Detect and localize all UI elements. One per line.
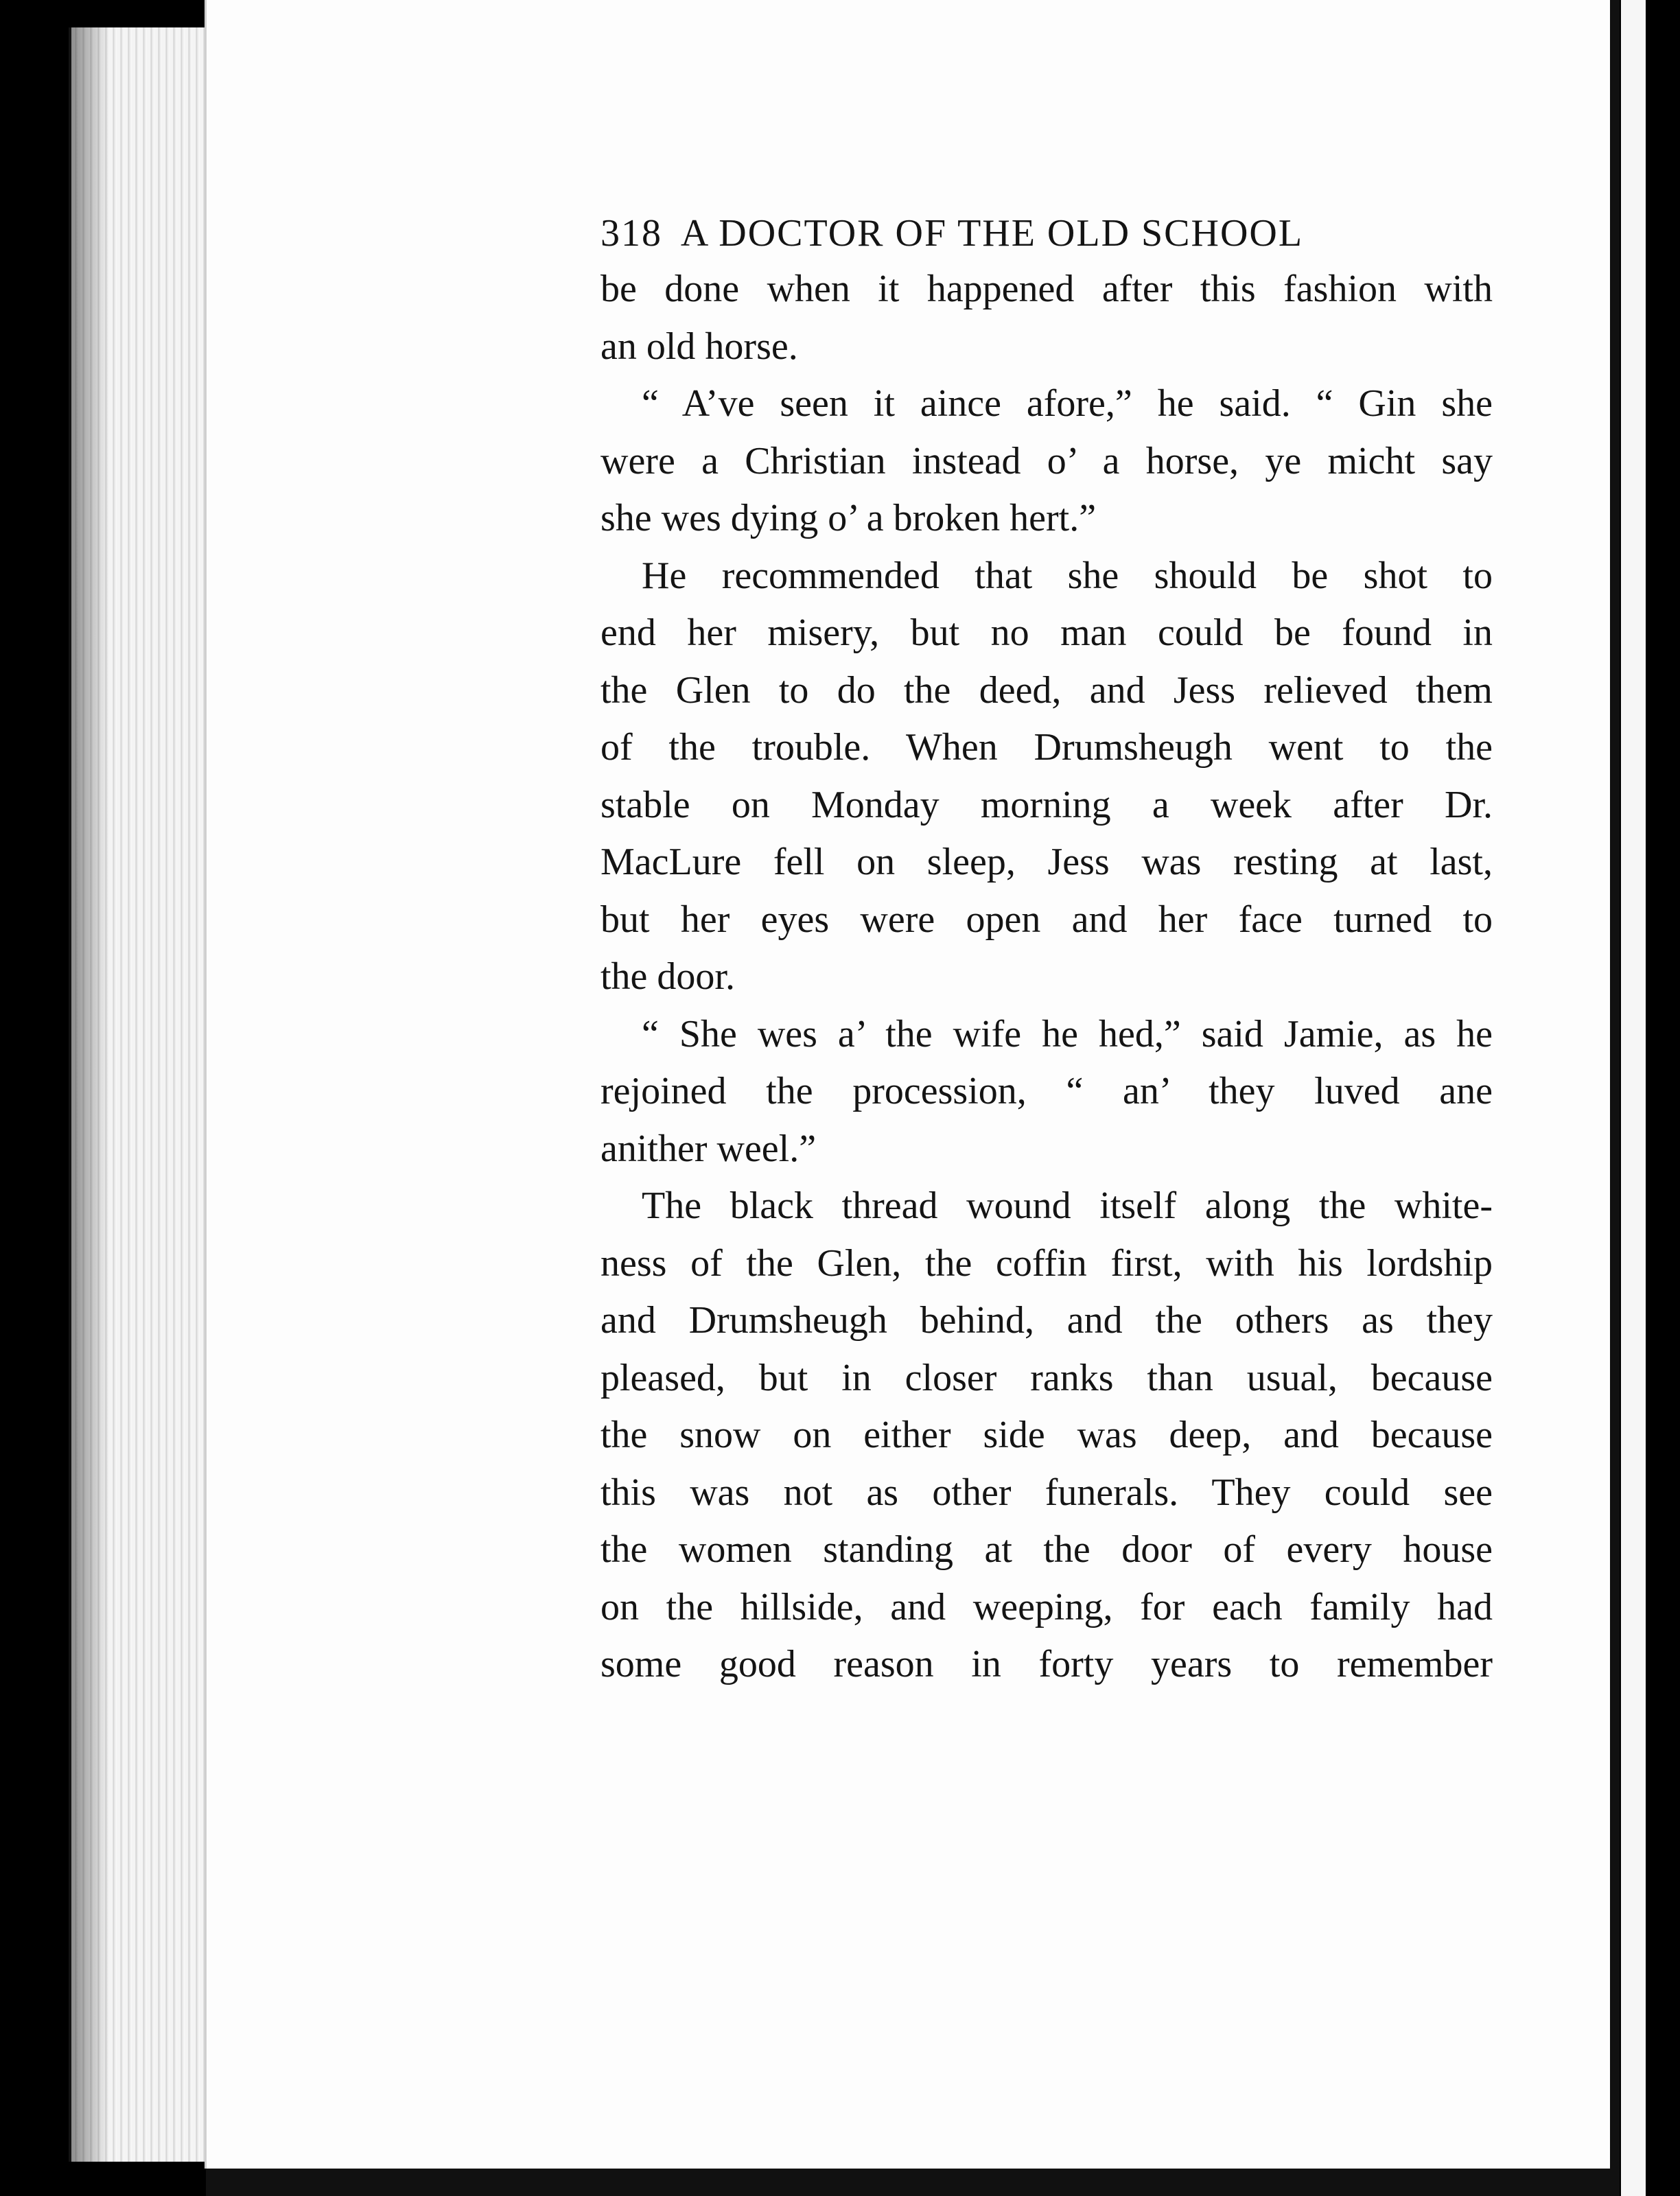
text-line: “ A’ve seen it aince afore,” he said. “ Gin she bbox=[642, 382, 1493, 425]
facing-page-edge bbox=[1621, 0, 1646, 2196]
text-line: she wes dying o’ a broken hert.” bbox=[600, 497, 1097, 539]
text-line: the Glen to do the deed, and Jess relieved them bbox=[600, 668, 1493, 712]
text-line: the snow on either side was deep, and because bbox=[600, 1414, 1493, 1456]
text-line: stable on Monday morning a week after Dr. bbox=[600, 783, 1493, 826]
bottom-shadow bbox=[206, 2169, 1610, 2196]
text-line: an old horse. bbox=[600, 325, 798, 368]
text-line: on the hillside, and weeping, for each family had bbox=[600, 1585, 1493, 1628]
text-line: pleased, but in closer ranks than usual, because bbox=[600, 1356, 1493, 1399]
book-edge-shadow bbox=[69, 27, 110, 2162]
text-line: be done when it happened after this fashion with bbox=[600, 268, 1493, 310]
text-block bbox=[600, 206, 1493, 1694]
book-title: A DOCTOR OF THE OLD SCHOOL bbox=[680, 212, 1304, 255]
text-line: were a Christian instead o’ a horse, ye micht say bbox=[600, 439, 1493, 482]
text-line: some good reason in forty years to remember bbox=[600, 1643, 1493, 1685]
text-line: but her eyes were open and her face turned to bbox=[600, 898, 1493, 941]
text-line: He recommended that she should be shot to bbox=[642, 554, 1493, 597]
gutter-shadow bbox=[1610, 0, 1620, 2196]
text-line: the door. bbox=[600, 955, 735, 998]
text-line: ness of the Glen, the coffin first, with his lordship bbox=[600, 1241, 1493, 1285]
text-line: end her misery, but no man could be found in bbox=[600, 611, 1493, 654]
text-line: rejoined the procession, “ an’ they luved ane bbox=[600, 1070, 1493, 1112]
page-number: 318 bbox=[600, 212, 662, 255]
text-line: this was not as other funerals. They could see bbox=[600, 1471, 1493, 1514]
text-line: of the trouble. When Drumsheugh went to the bbox=[600, 726, 1493, 769]
body-text bbox=[600, 261, 1493, 1694]
running-head bbox=[600, 206, 1493, 261]
text-line: anither weel.” bbox=[600, 1127, 817, 1170]
text-line: and Drumsheugh behind, and the others as they bbox=[600, 1299, 1493, 1342]
text-line: the women standing at the door of every house bbox=[600, 1528, 1493, 1571]
text-line: MacLure fell on sleep, Jess was resting at last, bbox=[600, 841, 1493, 883]
text-line: The black thread wound itself along the white- bbox=[642, 1184, 1493, 1227]
text-line: “ She wes a’ the wife he hed,” said Jamie, as he bbox=[642, 1012, 1493, 1055]
